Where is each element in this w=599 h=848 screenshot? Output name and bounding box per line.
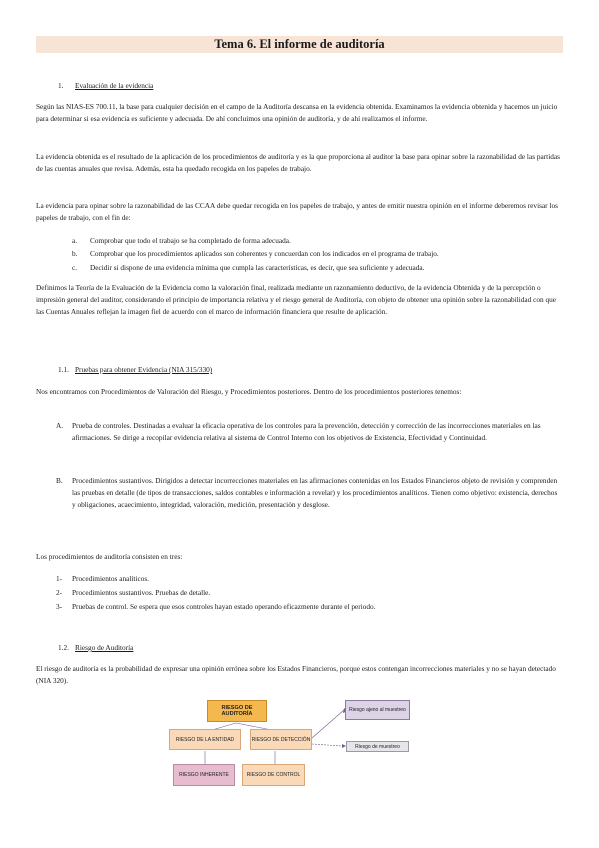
- diagram-node-sampling-risk: Riesgo de muestreo: [346, 741, 409, 752]
- paragraph: La evidencia obtenida es el resultado de la aplicación de los procedimientos de auditoría y es la que proporciona al auditor la base para opinar sobre la razonabilidad de las partidas de las cuentas anuales que revisa. Además, esta ha quedado recogida en los papeles de trabajo.: [36, 152, 560, 174]
- diagram-node-detection-risk: RIESGO DE DETECCIÓN: [250, 729, 312, 750]
- diagram-node-entity-risk: RIESGO DE LA ENTIDAD: [169, 729, 241, 750]
- list-item: Prueba de controles. Destinadas a evaluar la eficacia operativa de los controles para la prevención, detección y corrección de las incorrecciones materiales en las afirmaciones. Se dirige a recopilar evidencia relativa al sistema de Control Interno con los objetivos de Existencia, Efectividad y Continuidad.: [72, 421, 541, 443]
- list-item: Pruebas de control. Se espera que esos controles hayan estado operando eficazmente durante el periodo.: [72, 602, 376, 611]
- diagram-node-audit-risk: RIESGO DE AUDITORÍA: [207, 700, 267, 722]
- diagram-node-non-sampling-risk: Riesgo ajeno al muestreo: [345, 700, 410, 720]
- diagram-node-inherent-risk: RIESGO INHERENTE: [173, 764, 235, 786]
- list-item: Procedimientos sustantivos. Pruebas de detalle.: [72, 588, 211, 597]
- list-marker: B.: [56, 476, 63, 485]
- paragraph: La evidencia para opinar sobre la razonabilidad de las CCAA debe quedar recogida en los papeles de trabajo, y antes de emitir nuestra opinión en el informe deberemos revisar los papeles de trabajo, con el fin de:: [36, 201, 558, 223]
- list-item: Comprobar que todo el trabajo se ha completado de forma adecuada.: [90, 236, 291, 245]
- list-marker: A.: [56, 421, 64, 430]
- section-heading: Evaluación de la evidencia: [75, 81, 154, 90]
- diagram-node-control-risk: RIESGO DE CONTROL: [242, 764, 305, 786]
- section-heading: Pruebas para obtener Evidencia (NIA 315/330): [75, 365, 213, 374]
- section-number: 1.2.: [58, 643, 69, 652]
- section-heading: Riesgo de Auditoría: [75, 643, 134, 652]
- list-marker: 3-: [56, 602, 63, 611]
- list-marker: c.: [72, 263, 78, 272]
- paragraph: Los procedimientos de auditoría consisten en tres:: [36, 552, 183, 561]
- list-marker: a.: [72, 236, 78, 245]
- list-item: Procedimientos sustantivos. Dirigidos a detectar incorrecciones materiales en las afirmaciones contenidas en los Estados Financieros objeto de revisión y comprenden las pruebas en detalle (de tipos de transacciones, saldos contables e información a revelar) y los procedimientos analíticos. Tienen como objetivo: existencia, derechos y obligaciones, acaecimiento, integridad, valoración, medición, presentación y desglose.: [72, 476, 558, 510]
- list-marker: 2-: [56, 588, 63, 597]
- paragraph: Definimos la Teoría de la Evaluación de la Evidencia como la valoración final, realizada mediante un razonamiento deductivo, de la evidencia Obtenida y de la percepción o impresión general del auditor, considerando el principio de importancia relativa y el riesgo general de Auditoría, con objeto de obtener una opinión sobre la razonabilidad con que las Cuentas Anuales reflejan la imagen fiel de acuerdo con el marco de información financiera que resulte de aplicación.: [36, 283, 557, 317]
- page-title: Tema 6. El informe de auditoría: [36, 36, 563, 53]
- list-item: Procedimientos analíticos.: [72, 574, 150, 583]
- list-item: Decidir si dispone de una evidencia mínima que cumpla las características, es decir, que sea suficiente y adecuada.: [90, 263, 425, 272]
- section-number: 1.: [58, 81, 64, 90]
- list-item: Comprobar que los procedimientos aplicados son coherentes y concuerdan con los indicados en el programa de trabajo.: [90, 249, 439, 258]
- paragraph: El riesgo de auditoría es la probabilidad de expresar una opinión errónea sobre los Estados Financieros, porque estos contengan incorrecciones materiales y no se hayan detectado (NIA 320).: [36, 664, 556, 686]
- paragraph: Nos encontramos con Procedimientos de Valoración del Riesgo, y Procedimientos posteriores. Dentro de los procedimientos posteriores tenemos:: [36, 387, 462, 396]
- list-marker: 1-: [56, 574, 63, 583]
- section-number: 1.1.: [58, 365, 69, 374]
- list-marker: b.: [72, 249, 78, 258]
- paragraph: Según las NIAS-ES 700.11, la base para cualquier decisión en el campo de la Auditoría descansa en la evidencia obtenida. Examinamos la evidencia obtenida y hacemos un juicio para determinar si esa evidencia es suficiente y adecuada. De ahí concluimos una opinión de auditoría, y de ahí realizamos el informe.: [36, 102, 558, 124]
